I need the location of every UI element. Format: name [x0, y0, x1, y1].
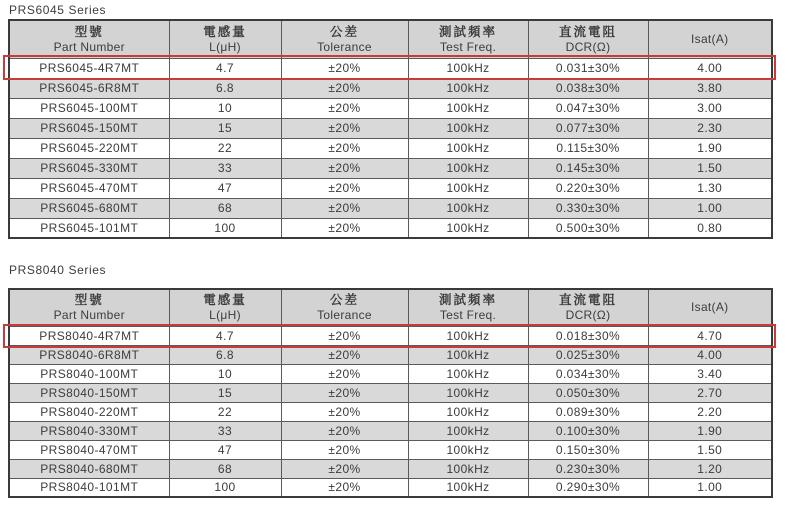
cell-tolerance: ±20%	[281, 98, 408, 118]
cell-test-freq: 100kHz	[408, 440, 528, 459]
table-row	[9, 78, 772, 98]
cell-isat: 2.70	[648, 383, 772, 402]
header-label-en: DCR(Ω)	[565, 308, 611, 323]
cell-inductance: 47	[169, 178, 281, 198]
cell-inductance: 10	[169, 98, 281, 118]
cell-inductance: 68	[169, 198, 281, 218]
header-label-en: Part Number	[53, 39, 125, 54]
cell-dcr: 0.145±30%	[528, 158, 648, 178]
cell-tolerance: ±20%	[281, 440, 408, 459]
cell-inductance: 6.8	[169, 345, 281, 364]
table-row	[9, 459, 772, 478]
column-header-isat	[648, 289, 772, 326]
table-row	[9, 198, 772, 218]
cell-tolerance: ±20%	[281, 138, 408, 158]
cell-isat: 1.00	[648, 478, 772, 497]
header-label-en: Test Freq.	[439, 308, 497, 323]
cell-part-number: PRS8040-680MT	[9, 459, 169, 478]
cell-dcr: 0.031±30%	[528, 58, 648, 78]
header-label-en: Part Number	[53, 308, 125, 323]
cell-isat: 3.80	[648, 78, 772, 98]
header-label-en: Isat(A)	[691, 300, 729, 315]
cell-dcr: 0.290±30%	[528, 478, 648, 497]
cell-dcr: 0.047±30%	[528, 98, 648, 118]
cell-part-number: PRS6045-330MT	[9, 158, 169, 178]
cell-test-freq: 100kHz	[408, 158, 528, 178]
cell-inductance: 10	[169, 364, 281, 383]
cell-part-number: PRS6045-470MT	[9, 178, 169, 198]
cell-part-number: PRS8040-101MT	[9, 478, 169, 497]
cell-inductance: 15	[169, 383, 281, 402]
cell-dcr: 0.150±30%	[528, 440, 648, 459]
column-header-test-freq	[408, 20, 528, 58]
cell-part-number: PRS6045-150MT	[9, 118, 169, 138]
column-header-inductance	[169, 289, 281, 326]
cell-isat: 4.00	[648, 345, 772, 364]
cell-test-freq: 100kHz	[408, 118, 528, 138]
cell-tolerance: ±20%	[281, 421, 408, 440]
cell-part-number: PRS6045-100MT	[9, 98, 169, 118]
cell-tolerance: ±20%	[281, 78, 408, 98]
column-header-test-freq	[408, 289, 528, 326]
header-label-en: Test Freq.	[439, 39, 497, 54]
cell-part-number: PRS6045-4R7MT	[9, 58, 169, 78]
header-label-en: Isat(A)	[691, 31, 729, 46]
table-row	[9, 364, 772, 383]
column-header-dcr	[528, 20, 648, 58]
header-row	[9, 20, 772, 58]
spec-table-prs6045	[8, 19, 773, 239]
cell-inductance: 4.7	[169, 58, 281, 78]
cell-test-freq: 100kHz	[408, 326, 528, 345]
cell-inductance: 22	[169, 138, 281, 158]
cell-part-number: PRS6045-220MT	[9, 138, 169, 158]
cell-inductance: 33	[169, 421, 281, 440]
column-header-isat	[648, 20, 772, 58]
cell-dcr: 0.089±30%	[528, 402, 648, 421]
cell-inductance: 33	[169, 158, 281, 178]
table-row	[9, 402, 772, 421]
cell-tolerance: ±20%	[281, 218, 408, 238]
column-header-part-number	[9, 289, 169, 326]
table-row	[9, 326, 772, 345]
cell-isat: 1.50	[648, 158, 772, 178]
cell-isat: 4.70	[648, 326, 772, 345]
cell-test-freq: 100kHz	[408, 459, 528, 478]
cell-isat: 1.30	[648, 178, 772, 198]
cell-dcr: 0.025±30%	[528, 345, 648, 364]
table-row	[9, 178, 772, 198]
cell-dcr: 0.038±30%	[528, 78, 648, 98]
cell-part-number: PRS8040-220MT	[9, 402, 169, 421]
cell-tolerance: ±20%	[281, 402, 408, 421]
cell-part-number: PRS8040-6R8MT	[9, 345, 169, 364]
table-row	[9, 98, 772, 118]
cell-test-freq: 100kHz	[408, 178, 528, 198]
cell-inductance: 6.8	[169, 78, 281, 98]
cell-test-freq: 100kHz	[408, 138, 528, 158]
cell-test-freq: 100kHz	[408, 58, 528, 78]
cell-test-freq: 100kHz	[408, 478, 528, 497]
header-row	[9, 289, 772, 326]
cell-dcr: 0.115±30%	[528, 138, 648, 158]
cell-tolerance: ±20%	[281, 158, 408, 178]
cell-dcr: 0.500±30%	[528, 218, 648, 238]
cell-tolerance: ±20%	[281, 326, 408, 345]
header-label-en: DCR(Ω)	[565, 39, 611, 54]
cell-inductance: 47	[169, 440, 281, 459]
table-row	[9, 58, 772, 78]
table-row	[9, 478, 772, 497]
cell-isat: 1.50	[648, 440, 772, 459]
cell-test-freq: 100kHz	[408, 218, 528, 238]
table-row	[9, 158, 772, 178]
header-label-zh: 型號	[74, 293, 104, 308]
cell-part-number: PRS8040-470MT	[9, 440, 169, 459]
header-label-zh: 直流電阻	[558, 24, 617, 39]
header-label-en: L(μH)	[209, 39, 241, 54]
table-row	[9, 218, 772, 238]
table-row	[9, 383, 772, 402]
cell-dcr: 0.034±30%	[528, 364, 648, 383]
table-row	[9, 118, 772, 138]
header-label-zh: 電感量	[203, 293, 247, 308]
cell-isat: 3.40	[648, 364, 772, 383]
header-label-zh: 公差	[329, 24, 359, 39]
column-header-tolerance	[281, 20, 408, 58]
cell-isat: 4.00	[648, 58, 772, 78]
cell-test-freq: 100kHz	[408, 383, 528, 402]
cell-test-freq: 100kHz	[408, 345, 528, 364]
cell-isat: 1.90	[648, 138, 772, 158]
cell-isat: 0.80	[648, 218, 772, 238]
cell-part-number: PRS8040-100MT	[9, 364, 169, 383]
column-header-dcr	[528, 289, 648, 326]
header-label-zh: 公差	[329, 293, 359, 308]
cell-inductance: 15	[169, 118, 281, 138]
cell-part-number: PRS8040-330MT	[9, 421, 169, 440]
cell-tolerance: ±20%	[281, 459, 408, 478]
cell-test-freq: 100kHz	[408, 402, 528, 421]
table-row	[9, 345, 772, 364]
cell-inductance: 22	[169, 402, 281, 421]
cell-dcr: 0.230±30%	[528, 459, 648, 478]
column-header-tolerance	[281, 289, 408, 326]
cell-part-number: PRS6045-6R8MT	[9, 78, 169, 98]
table-row	[9, 440, 772, 459]
series-title-prs8040: PRS8040 Series	[9, 263, 107, 277]
header-label-en: Tolerance	[317, 39, 372, 54]
cell-tolerance: ±20%	[281, 198, 408, 218]
cell-isat: 1.90	[648, 421, 772, 440]
cell-isat: 1.20	[648, 459, 772, 478]
cell-tolerance: ±20%	[281, 383, 408, 402]
cell-isat: 3.00	[648, 98, 772, 118]
header-label-zh: 測試頻率	[438, 24, 497, 39]
cell-dcr: 0.050±30%	[528, 383, 648, 402]
cell-tolerance: ±20%	[281, 178, 408, 198]
cell-tolerance: ±20%	[281, 118, 408, 138]
header-label-zh: 直流電阻	[558, 293, 617, 308]
cell-part-number: PRS8040-150MT	[9, 383, 169, 402]
header-label-en: Tolerance	[317, 308, 372, 323]
column-header-inductance	[169, 20, 281, 58]
cell-part-number: PRS6045-101MT	[9, 218, 169, 238]
cell-dcr: 0.018±30%	[528, 326, 648, 345]
cell-isat: 2.30	[648, 118, 772, 138]
header-label-zh: 電感量	[203, 24, 247, 39]
table-row	[9, 421, 772, 440]
cell-tolerance: ±20%	[281, 364, 408, 383]
cell-tolerance: ±20%	[281, 345, 408, 364]
column-header-part-number	[9, 20, 169, 58]
cell-test-freq: 100kHz	[408, 364, 528, 383]
cell-dcr: 0.330±30%	[528, 198, 648, 218]
header-label-zh: 型號	[74, 24, 104, 39]
cell-dcr: 0.220±30%	[528, 178, 648, 198]
cell-tolerance: ±20%	[281, 478, 408, 497]
cell-isat: 1.00	[648, 198, 772, 218]
table-row	[9, 138, 772, 158]
cell-dcr: 0.100±30%	[528, 421, 648, 440]
header-label-en: L(μH)	[209, 308, 241, 323]
cell-isat: 2.20	[648, 402, 772, 421]
cell-tolerance: ±20%	[281, 58, 408, 78]
cell-test-freq: 100kHz	[408, 78, 528, 98]
cell-inductance: 100	[169, 218, 281, 238]
series-title-prs6045: PRS6045 Series	[9, 3, 107, 17]
cell-part-number: PRS6045-680MT	[9, 198, 169, 218]
cell-part-number: PRS8040-4R7MT	[9, 326, 169, 345]
header-label-zh: 測試頻率	[438, 293, 497, 308]
cell-dcr: 0.077±30%	[528, 118, 648, 138]
cell-test-freq: 100kHz	[408, 198, 528, 218]
cell-inductance: 4.7	[169, 326, 281, 345]
cell-test-freq: 100kHz	[408, 421, 528, 440]
cell-test-freq: 100kHz	[408, 98, 528, 118]
cell-inductance: 68	[169, 459, 281, 478]
cell-inductance: 100	[169, 478, 281, 497]
spec-table-prs8040	[8, 288, 773, 498]
